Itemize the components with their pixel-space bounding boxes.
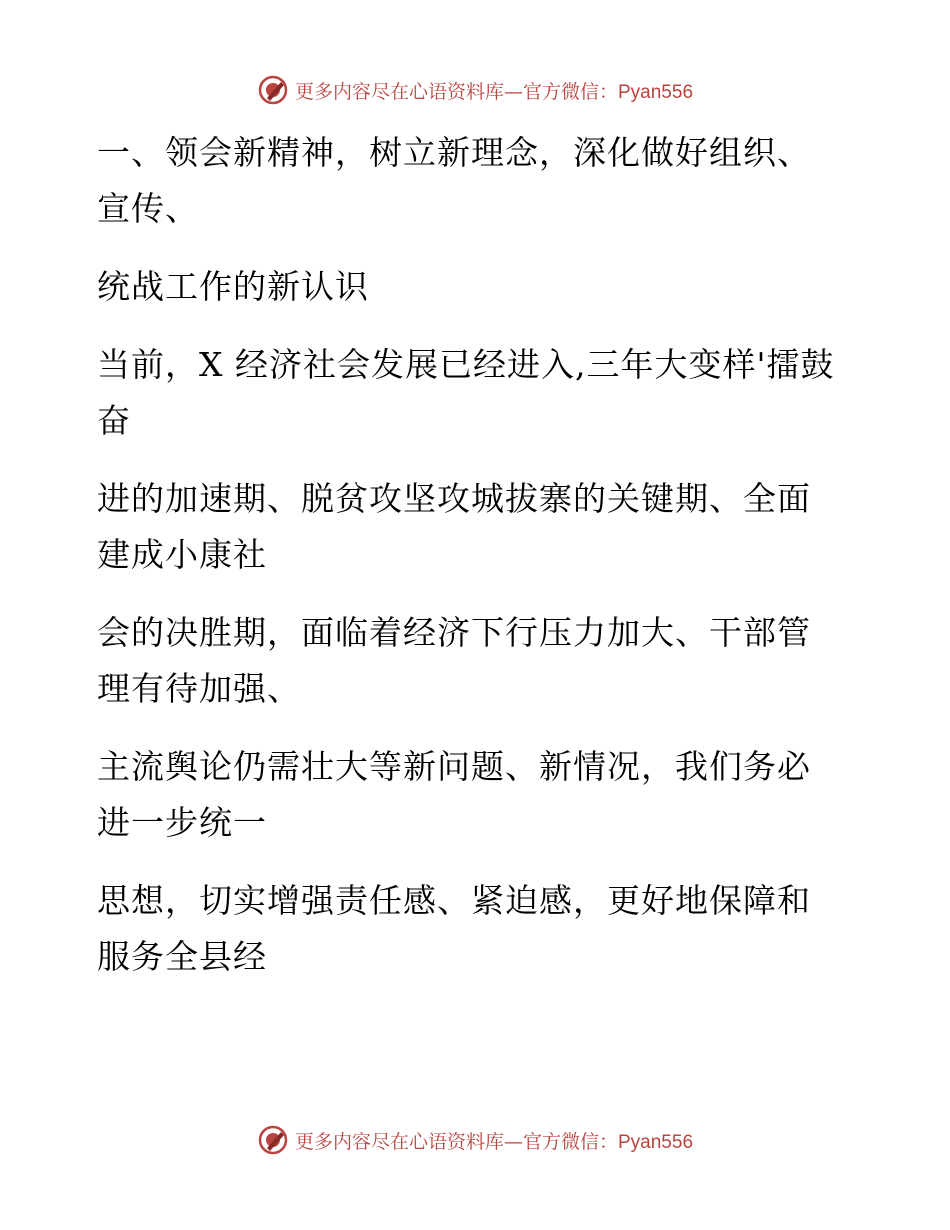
text-line: 奋 [97, 401, 131, 440]
paragraph [97, 125, 857, 237]
text-line: 建成小康社 [97, 535, 267, 574]
text-line: 进一步统一 [97, 803, 267, 842]
paragraph [97, 259, 857, 315]
paragraph [97, 337, 857, 449]
paragraph [97, 605, 857, 717]
text-line: 宣传、 [97, 189, 199, 228]
text-line: 统战工作的新认识 [97, 267, 369, 306]
footer-watermark [0, 1120, 950, 1160]
watermark-text: 更多内容尽在心语资料库—官方微信：Pyan556 [294, 80, 694, 103]
paragraph [97, 471, 857, 583]
text-line: 主流舆论仍需壮大等新问题、新情况，我们务必 [97, 747, 811, 786]
text-line: 当前，X 经济社会发展已经进入,三年大变样'擂鼓 [97, 345, 835, 384]
paragraph [97, 873, 857, 985]
document-body [97, 125, 857, 1007]
text-line: 进的加速期、脱贫攻坚攻城拔寨的关键期、全面 [97, 479, 811, 518]
pen-nib-seal-icon [257, 74, 289, 106]
header-watermark [0, 70, 950, 110]
text-line: 思想，切实增强责任感、紧迫感，更好地保障和 [97, 881, 811, 920]
text-line: 服务全县经 [97, 937, 267, 976]
text-line: 一、领会新精神，树立新理念，深化做好组织、 [97, 133, 811, 172]
text-line: 会的决胜期，面临着经济下行压力加大、干部管 [97, 613, 811, 652]
paragraph [97, 739, 857, 851]
watermark-text: 更多内容尽在心语资料库—官方微信：Pyan556 [294, 1130, 694, 1153]
text-line: 理有待加强、 [97, 669, 301, 708]
pen-nib-seal-icon [257, 1124, 289, 1156]
